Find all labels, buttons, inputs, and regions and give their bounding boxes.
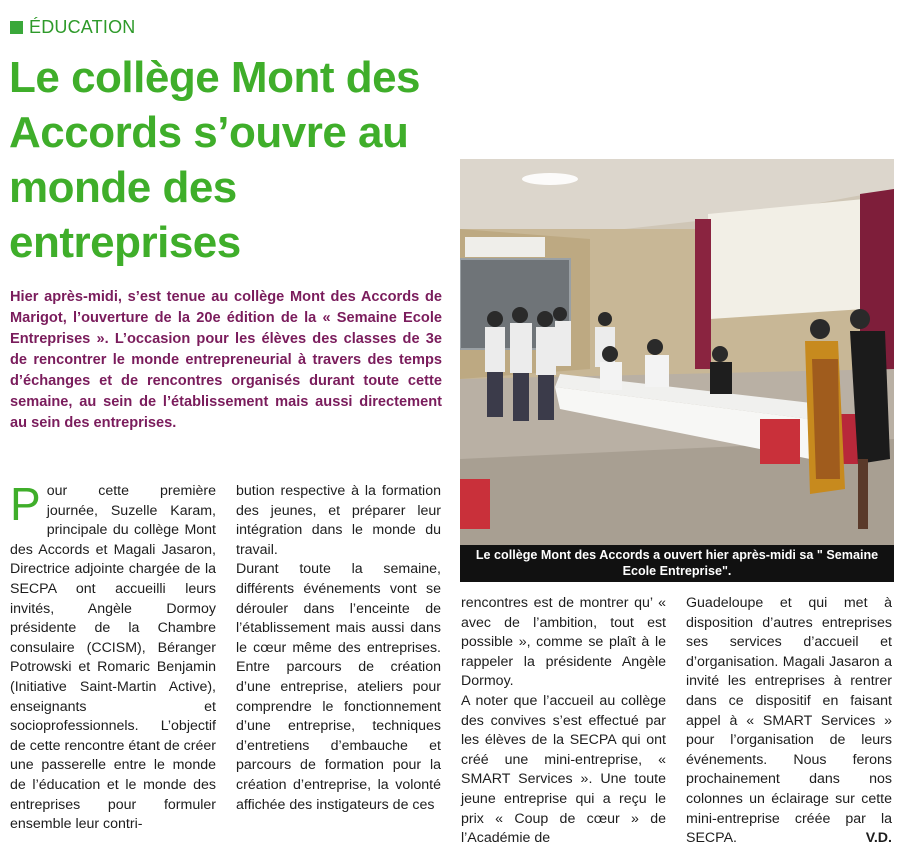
author-signature: V.D.	[865, 830, 892, 847]
column-2-paragraph-1: bution respective à la formation des jeunes, et préparer leur intégration dans le monde du travail.	[236, 483, 441, 558]
body-column-1	[10, 478, 216, 835]
article-lead: Hier après-midi, s’est tenue au collège Mont des Accords de Marigot, l’ouverture de la 20e édition de la « Semaine Ecole Entreprises ». L’occasion pour les élèves des classes de 3e de rencontrer le monde entrepreneurial à travers des temps d’échanges et de rencontres organisés durant toute cette semaine, au sein de l’établissement mais aussi directement au sein des entreprises.	[10, 289, 442, 431]
body-column-2	[236, 482, 441, 815]
column-2-paragraph-2: Durant toute la semaine, différents événements vont se dérouler dans l’enceinte de l’établissement mais aussi dans le cœur même des entreprises. Entre parcours de création d’une entreprise, ateliers pour comprendre le fonctionnement d’une entreprise, techniques d’entretiens d’embauche et parcours de formation pour la création d’entreprise, la volonté affichée des instigateurs de ces	[236, 561, 441, 813]
section-tag	[10, 17, 135, 38]
drop-cap: P	[10, 478, 41, 530]
column-3-paragraph-2: A noter que l’accueil au collège des convives s’est effectué par les élèves de la SECPA qui ont créé une mini-entreprise, « SMART Services ». Une toute jeune entreprise qui a reçu le prix « Coup de cœur » de l’Académie de	[461, 692, 666, 847]
body-column-3	[461, 594, 666, 849]
body-column-4	[686, 594, 892, 849]
article-headline: Le collège Mont des Accords s’ouvre au monde des entreprises	[9, 53, 421, 267]
article-photo	[460, 159, 894, 545]
section-square-icon	[10, 21, 23, 34]
section-label: ÉDUCATION	[29, 17, 136, 37]
column-4-text: Guadeloupe et qui met à disposition d’autres entreprises ses services d’accueil et d’organisation. Magali Jasaron a invité les entreprises à rentrer dans ce dispositif en faisant appel à « SMART Services » pour l’organisation de leurs événements. Nous ferons prochainement dans nos colonnes un éclairage sur cette mini-entreprise créée par la SECPA.	[686, 595, 892, 847]
photo-caption: Le collège Mont des Accords a ouvert hier après-midi sa " Semaine Ecole Entreprise".	[460, 545, 894, 582]
column-1-text: our cette première journée, Suzelle Karam, principale du collège Mont des Accords et Magali Jasaron, Directrice adjointe chargée de la SECPA ont accueilli leurs invités, Angèle Dormoy présidente de la Chambre consulaire (CCISM), Béranger Potrowski et Romaric Benjamin (Initiative Saint-Martin Active), enseignants et socioprofessionnels. L’objectif de cette rencontre étant de créer une passerelle entre le monde de l’éducation et le monde des entreprises pour formuler ensemble leur contri-	[10, 483, 216, 833]
column-3-paragraph-1: rencontres est de montrer qu’ « avec de l’ambition, tout est possible », comme se plaît à le rappeler la présidente Angèle Dormoy.	[461, 595, 666, 690]
